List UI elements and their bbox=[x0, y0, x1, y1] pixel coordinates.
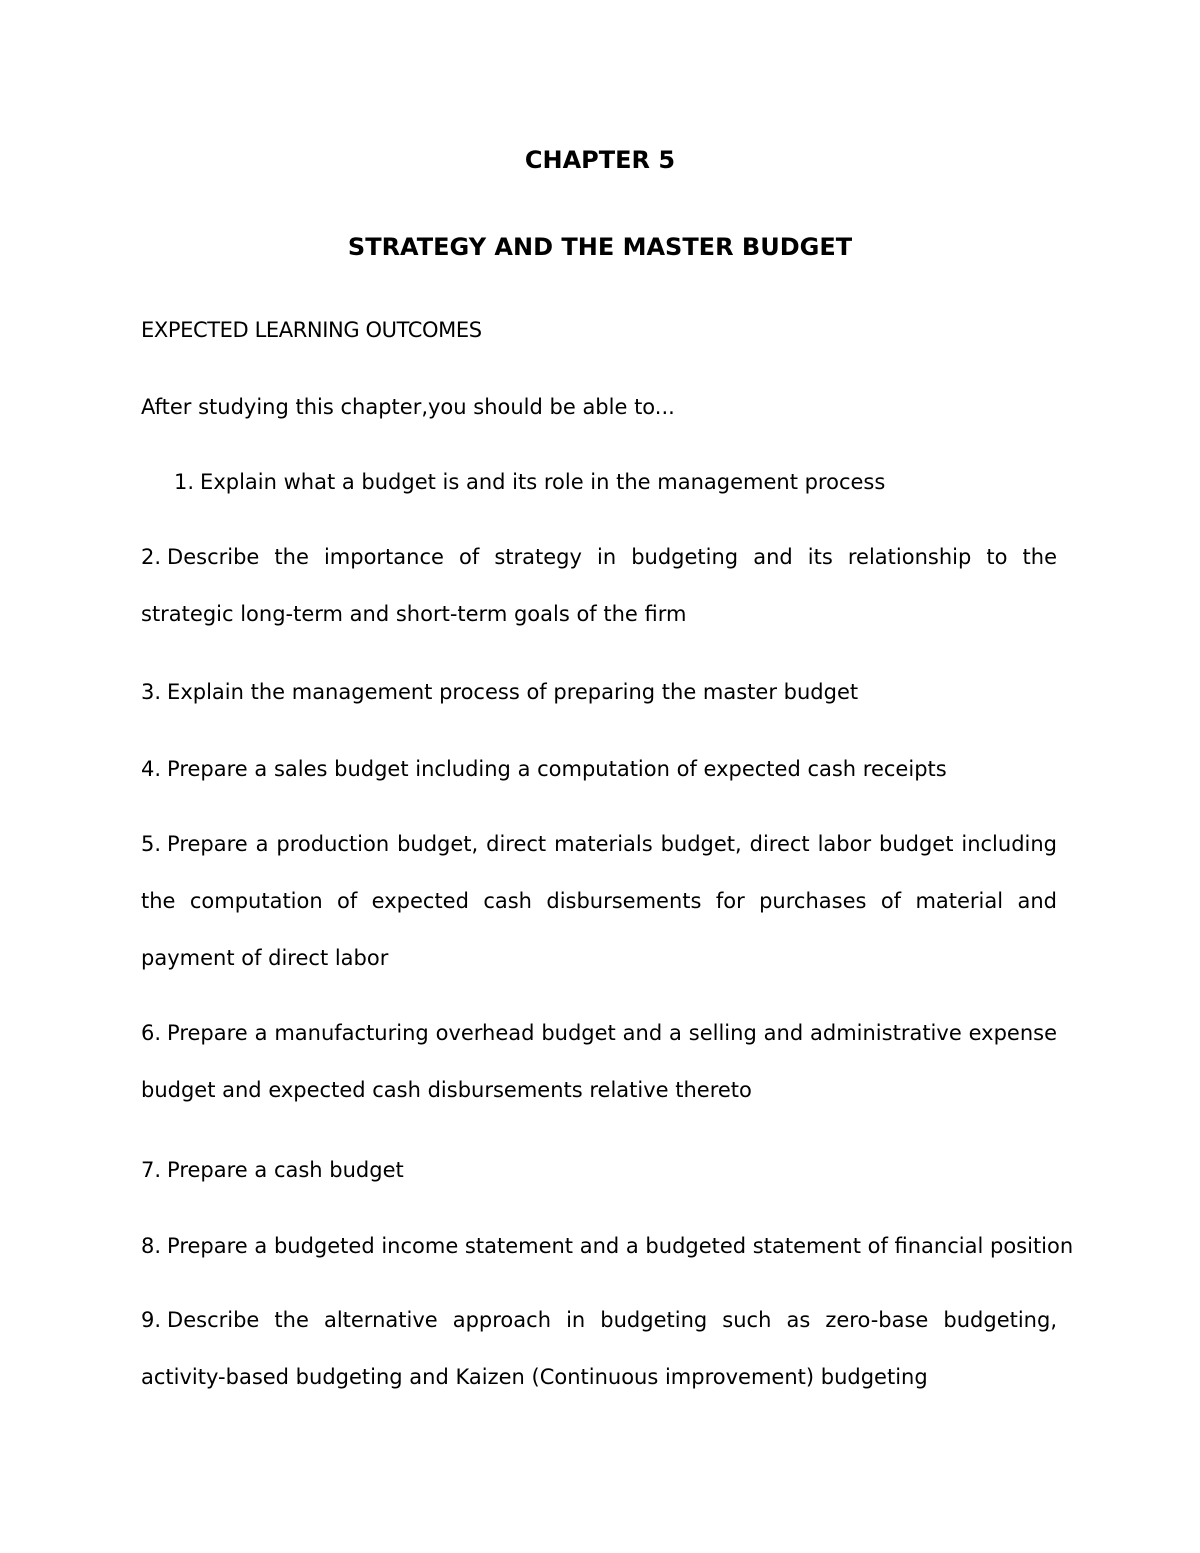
list-item-text: Describe the importance of strategy in budgeting and its relationship to the strategic long-term and short-term goals of the firm bbox=[141, 545, 1057, 626]
list-item bbox=[141, 1155, 1057, 1185]
intro-text: After studying this chapter,you should be able to... bbox=[141, 395, 675, 419]
list-item-text: Explain the management process of preparing the master budget bbox=[167, 680, 859, 704]
list-item-number: 8. bbox=[141, 1234, 162, 1258]
list-item bbox=[141, 677, 1057, 707]
list-item-text: Explain what a budget is and its role in the management process bbox=[200, 470, 886, 494]
list-item-number: 4. bbox=[141, 757, 162, 781]
list-item-text: Describe the alternative approach in budgeting such as zero-base budgeting, activity-based budgeting and Kaizen (Continuous improvement) budgeting bbox=[141, 1308, 1057, 1389]
list-item-text: Prepare a budgeted income statement and a budgeted statement of financial position bbox=[167, 1234, 1074, 1258]
list-item bbox=[141, 816, 1057, 987]
chapter-number: CHAPTER 5 bbox=[524, 146, 676, 174]
list-item-number: 9. bbox=[141, 1308, 162, 1332]
list-item bbox=[141, 1292, 1057, 1406]
list-item bbox=[141, 529, 1057, 643]
page-title: STRATEGY AND THE MASTER BUDGET bbox=[347, 233, 853, 261]
list-item-text: Prepare a production budget, direct materials budget, direct labor budget including the computation of expected cash disbursements for purchases of material and payment of direct labor bbox=[141, 832, 1057, 970]
list-item-number: 5. bbox=[141, 832, 162, 856]
section-heading: EXPECTED LEARNING OUTCOMES bbox=[141, 318, 482, 342]
list-item bbox=[141, 754, 1057, 784]
list-item-text: Prepare a cash budget bbox=[167, 1158, 404, 1182]
list-item-text: Prepare a sales budget including a computation of expected cash receipts bbox=[167, 757, 947, 781]
list-item bbox=[141, 1005, 1057, 1119]
list-item-number: 3. bbox=[141, 680, 162, 704]
list-item-text: Prepare a manufacturing overhead budget and a selling and administrative expense budget and expected cash disbursements relative thereto bbox=[141, 1021, 1057, 1102]
list-item-number: 1. bbox=[174, 470, 195, 494]
list-item-number: 6. bbox=[141, 1021, 162, 1045]
list-item bbox=[174, 467, 885, 497]
list-item-number: 2. bbox=[141, 545, 162, 569]
list-item bbox=[141, 1231, 1074, 1261]
list-item-number: 7. bbox=[141, 1158, 162, 1182]
